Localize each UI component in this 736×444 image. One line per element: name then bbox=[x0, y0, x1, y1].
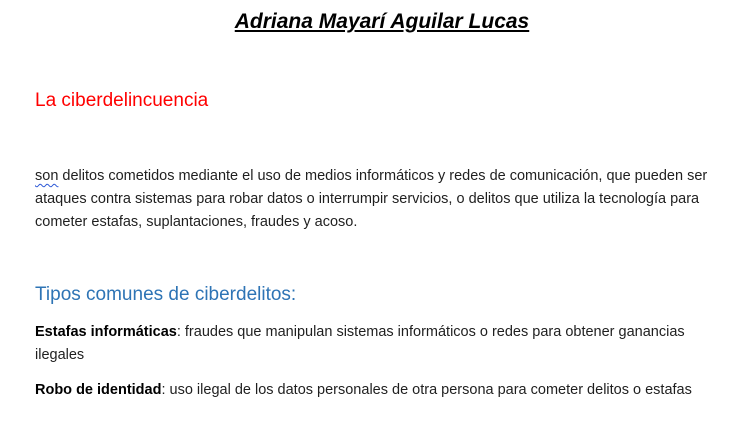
spellcheck-flagged-word[interactable]: son bbox=[35, 168, 59, 184]
intro-text: delitos cometidos mediante el uso de medios informáticos y redes de comunicación, que pueden ser ataques contra sistemas para robar datos o interrumpir servicios, o delitos que utiliza la tecnología para cometer estafas, suplantaciones, fraudes y acoso. bbox=[35, 168, 708, 230]
document-title: Adriana Mayarí Aguilar Lucas bbox=[234, 10, 530, 33]
intro-paragraph bbox=[35, 165, 725, 234]
section-heading-ciberdelincuencia: La ciberdelincuencia bbox=[35, 90, 209, 111]
section-heading-tipos: Tipos comunes de ciberdelitos: bbox=[35, 284, 297, 305]
item-definition: : fraudes que manipulan sistemas informáticos o redes para obtener ganancias ilegales bbox=[35, 324, 685, 363]
list-item bbox=[35, 321, 725, 367]
item-term: Estafas informáticas bbox=[35, 324, 177, 340]
item-definition: : uso ilegal de los datos personales de otra persona para cometer delitos o estafas bbox=[161, 382, 692, 398]
item-term: Robo de identidad bbox=[35, 382, 162, 398]
list-item bbox=[35, 379, 725, 402]
